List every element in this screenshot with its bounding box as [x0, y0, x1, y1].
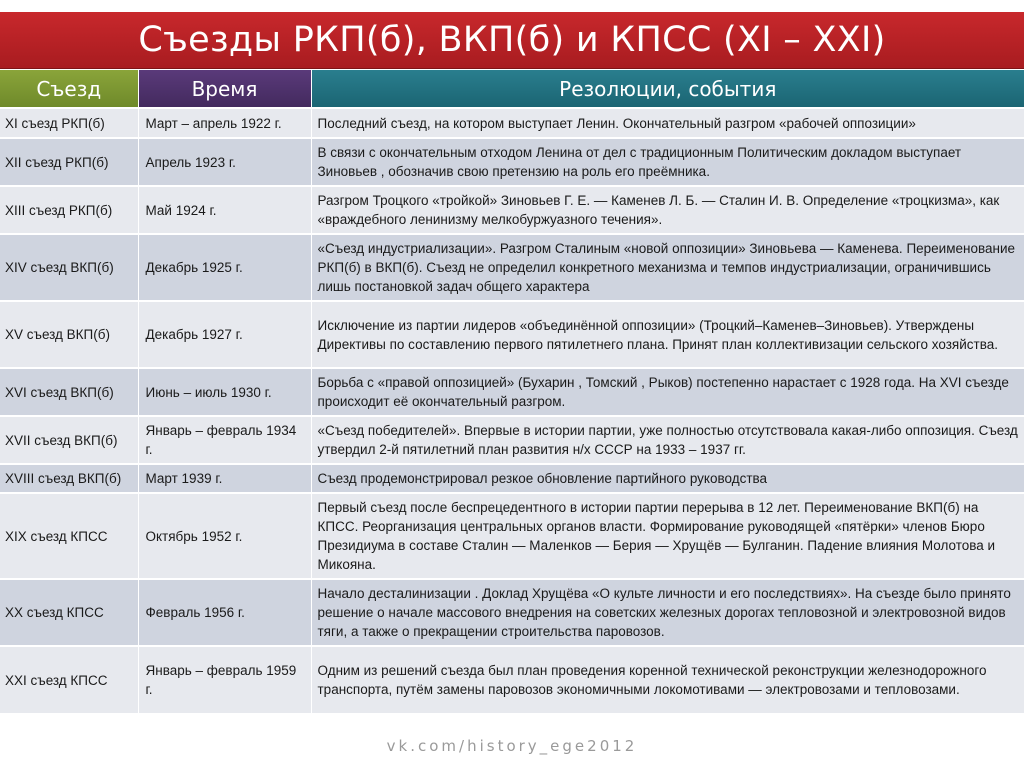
resolution-cell: Разгром Троцкого «тройкой» Зиновьев Г. Е. — Каменев Л. Б. — Сталин И. В. Определение «троцкизма», как «враждебного ленинизму мелкобуржуазного течения». — [311, 186, 1024, 234]
time-cell: Декабрь 1927 г. — [138, 301, 311, 368]
congress-cell: XVI съезд ВКП(б) — [0, 368, 138, 416]
congress-cell: XIII съезд РКП(б) — [0, 186, 138, 234]
resolution-cell: Последний съезд, на котором выступает Ленин. Окончательный разгром «рабочей оппозиции» — [311, 108, 1024, 138]
table-row — [0, 493, 1024, 579]
resolution-cell: Исключение из партии лидеров «объединённой оппозиции» (Троцкий–Каменев–Зиновьев). Утверждены Директивы по составлению первого пятилетнего плана. Принят план коллективизации сельского хозяйства. — [311, 301, 1024, 368]
header-resolutions: Резолюции, события — [311, 70, 1024, 108]
time-cell: Июнь – июль 1930 г. — [138, 368, 311, 416]
header-time: Время — [138, 70, 311, 108]
congress-cell: XV съезд ВКП(б) — [0, 301, 138, 368]
congress-cell: XVIII съезд ВКП(б) — [0, 464, 138, 493]
time-cell: Март – апрель 1922 г. — [138, 108, 311, 138]
table-row — [0, 579, 1024, 646]
time-cell: Январь – февраль 1934 г. — [138, 416, 311, 464]
table-row — [0, 464, 1024, 493]
congress-cell: XIV съезд ВКП(б) — [0, 234, 138, 301]
time-cell: Апрель 1923 г. — [138, 138, 311, 186]
congress-cell: XXI съезд КПСС — [0, 646, 138, 713]
congress-table — [0, 70, 1024, 713]
table-row — [0, 234, 1024, 301]
table-header-row — [0, 70, 1024, 108]
table-row — [0, 108, 1024, 138]
time-cell: Февраль 1956 г. — [138, 579, 311, 646]
time-cell: Декабрь 1925 г. — [138, 234, 311, 301]
congress-cell: XIX съезд КПСС — [0, 493, 138, 579]
congress-cell: XII съезд РКП(б) — [0, 138, 138, 186]
table-row — [0, 646, 1024, 713]
title-bar — [0, 12, 1024, 69]
table-row — [0, 301, 1024, 368]
resolution-cell: «Съезд индустриализации». Разгром Сталиным «новой оппозиции» Зиновьева — Каменева. Переименование РКП(б) в ВКП(б). Съезд не определил конкретного механизма и темпов индустриализации, ограничившись лишь постановкой задач общего характера — [311, 234, 1024, 301]
congress-cell: XI съезд РКП(б) — [0, 108, 138, 138]
resolution-cell: Начало десталинизации . Доклад Хрущёва «О культе личности и его последствиях». На съезде было принято решение о начале массового внедрения на советских железных дорогах тепловозной и электровозной видов тяги, а также о прекращении строительства паровозов. — [311, 579, 1024, 646]
footer-source: vk.com/history_ege2012 — [386, 737, 638, 755]
congress-cell: XX съезд КПСС — [0, 579, 138, 646]
page-title: Съезды РКП(б), ВКП(б) и КПСС (XI – XXI) — [138, 20, 886, 60]
table-row — [0, 416, 1024, 464]
resolution-cell: «Съезд победителей». Впервые в истории партии, уже полностью отсутствовала какая-либо оппозиция. Съезд утвердил 2-й пятилетний план развития н/х СССР на 1933 – 1937 гг. — [311, 416, 1024, 464]
resolution-cell: Первый съезд после беспрецедентного в истории партии перерыва в 12 лет. Переименование ВКП(б) на КПСС. Реорганизация центральных органов власти. Формирование руководящей «пятёрки» членов Бюро Президиума в составе Сталин — Маленков — Берия — Хрущёв — Булганин. Падение влияния Молотова и Микояна. — [311, 493, 1024, 579]
time-cell: Май 1924 г. — [138, 186, 311, 234]
header-congress: Съезд — [0, 70, 138, 108]
table-row — [0, 368, 1024, 416]
table-row — [0, 186, 1024, 234]
resolution-cell: Одним из решений съезда был план проведения коренной технической реконструкции железнодорожного транспорта, путём замены паровозов экономичными локомотивами — электровозами и тепловозами. — [311, 646, 1024, 713]
resolution-cell: Съезд продемонстрировал резкое обновление партийного руководства — [311, 464, 1024, 493]
table-row — [0, 138, 1024, 186]
congress-cell: XVII съезд ВКП(б) — [0, 416, 138, 464]
time-cell: Март 1939 г. — [138, 464, 311, 493]
resolution-cell: В связи с окончательным отходом Ленина от дел с традиционным Политическим докладом выступает Зиновьев , обозначив свою претензию на роль его преёмника. — [311, 138, 1024, 186]
time-cell: Январь – февраль 1959 г. — [138, 646, 311, 713]
time-cell: Октябрь 1952 г. — [138, 493, 311, 579]
resolution-cell: Борьба с «правой оппозицией» (Бухарин , Томский , Рыков) постепенно нарастает с 1928 года. На XVI съезде происходит её окончательный разгром. — [311, 368, 1024, 416]
congress-table-wrap — [0, 70, 1024, 713]
